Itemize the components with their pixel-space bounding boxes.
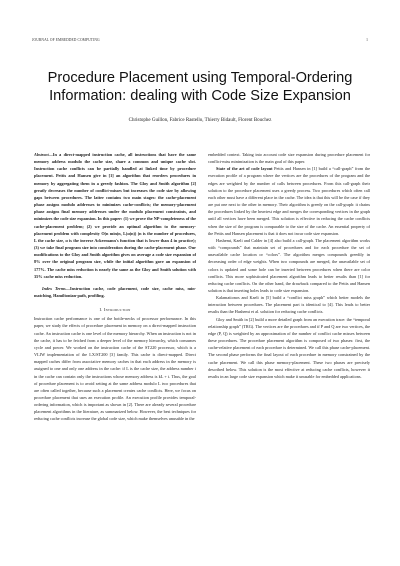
left-column (34, 151, 196, 531)
section-heading-introduction: I. Introduction (99, 307, 131, 313)
state-of-art-paragraph (208, 165, 370, 237)
author-list: Christophe Guillon, Fabrice Rastello, Thierry Bidault, Florent Bouchez (128, 118, 272, 123)
kalamationos-paragraph: Kalamationos and Kaeli in [5] build a “conflict miss graph” which better models the interaction between procedures. The placement part is identical to [4]. This leads to better results than the Hashemi et al. solution for reducing cache conflicts. (208, 295, 370, 315)
hashemi-paragraph: Hashemi, Kaeli and Calder in [4] also build a call-graph. The placement algorithm works with “compounds” that maintain set of procedures and for each procedure the set of unavailable cache location or “colors”. The algorithm merges compounds greedily in decreasing order of edge weights. When two compounds are merged, the unavailable set of colors is updated and some hole can be inserted between procedures when there are color conflicts. This more sophisticated placement algorithm leads to better results than [1] for reducing cache conflicts. On the other hand, the drawback compared to the Pettis and Hansen solution is that inserting holes leads to code size expansion. (208, 237, 370, 293)
state-of-art-heading: State of the art of code layout (216, 166, 273, 172)
intro-paragraph: Instruction cache performance is one of the bottle-necks of processor performance. In this paper, we study the effects of procedure placement in memory on a direct-mapped instruction cache. An instruction cache is one level of the memory hierarchy. When an instruction is not in the cache, it has to be fetched from a deeper level of the memory hierarchy, which consumes cycle and power. We worked on the instruction cache of the ST220 processor, which is a VLIW implementation of the LX/ST200 [3] family. This cache is direct-mapped. Direct mapped caches differ from associative memory caches in that each address in the memory is assigned to one and only one address in the cache: if L is the cache size, the address number i in the cache can contain only the instructions whose memory address is kL + i. Thus, the goal of procedure placement is to avoid setting at the same address modulo L two procedures that are often called together, because such a placement creates cache conflicts. Here, we focus on procedure placement that uses an execution profile. An execution profile provides temporal-ordering information, which is important as shown in [2]. There are already several procedure placement algorithms in the literature, as summarized below. However, the best techniques for reducing cache conflicts increase the global code size, which make themselves unusable in the (34, 316, 196, 422)
abstract-text: In a direct-mapped instruction cache, all instructions that have the same memory address modulo the cache size, share a common and unique cache slot. Instruction cache conflicts can be partially handled at linked time by procedure placement. Pettis and Hansen give in [1] an algorithm that reorders procedures in memory by aggregating them in a greedy fashion. The Gloy and Smith algorithm [2] greatly decreases the number of conflict-misses but increases the code size by allowing gaps between procedures. The latter contains two main stages: the cache-placement phase assigns modulo addresses to minimizes cache-conflicts; the memory-placement phase assigns final memory addresses under the modulo placement constraints, and minimizes the code size expansion. In this paper: (1) we prove the NP-completeness of the cache-placement problem; (2) we provide an optimal algorithm to the memory-placement problem with complexity O(n min(n, L)α(n)) (n is the number of procedures, L the cache size, α is the inverse Ackermann's function that is lower than 4 in practice); (3) we take final program size into consideration during the cache-placement phase. Our modifications to the Gloy and Smith algorithm gives on average a code size expansion of 8% over the original program size, while the initial algorithm gave an expansion of 177%. The cache miss reduction is nearly the same as the Gloy and Smith solution with 35% cache miss reduction. (34, 152, 196, 279)
page-number: 1 (366, 38, 368, 42)
gloy-smith-paragraph: Gloy and Smith in [2] build a more detailed graph from an execution trace: the “temporal relationship graph” (TRG). The vertices are the procedures and if P and Q are two vertices, the edge (P, Q) is weighted by an approximation of the number of conflict cache misses between these procedures. The procedure placement algorithm is composed of two phases: first, the cache-relative placement of each procedure is determined. We call this phase cache-placement. The second phase performs the final layout of each procedure in memory constrained by the cache placement. We call this phase memory-placement. These two phases are precisely described below. This solution is the most effective at reducing cache conflicts, however it results in an large code size expansion which make it unusable for embedded applications. (208, 316, 370, 379)
abstract (34, 151, 196, 280)
paper-title: Procedure Placement using Temporal-Ordering Information: dealing with Code Size Expansion (47, 70, 353, 104)
index-terms-label: Index Terms— (42, 285, 70, 291)
journal-name: JOURNAL OF EMBEDDED COMPUTING (32, 38, 100, 42)
state-of-art-text: Pettis and Hansen in [1] build a “call-graph” from the execution profile of a program where the vertices are the procedures of the program and the edges are weighted by the number of calls between procedures. From this call-graph their solution to the procedure placement uses a greedy process. Two procedures which often call each other must have a different place in the cache. The idea is that this will be the case if they are put one next to the other in memory. Their algorithm is greedy on the call-graph: it chains the procedures linked by the heaviest edge and merges the corresponding vertices in the graph until all vertices have been merged. This solution is effective in reducing the cache conflicts when the size of the program is comparable to the size of the cache. An essential property of the Pettis and Hansen placement is that it does not incur code size expansion. (208, 166, 370, 236)
abstract-label: Abstract— (34, 152, 53, 157)
index-terms-text: Instruction cache, code placement, code size, cache miss, min-matching, Hamiltonian-path, profiling. (34, 285, 196, 298)
right-column (208, 151, 370, 531)
index-terms (34, 285, 196, 299)
continued-paragraph: embedded context. Taking into account code size expansion during procedure placement for conflict-miss minimization is the main goal of this paper. (208, 152, 370, 165)
